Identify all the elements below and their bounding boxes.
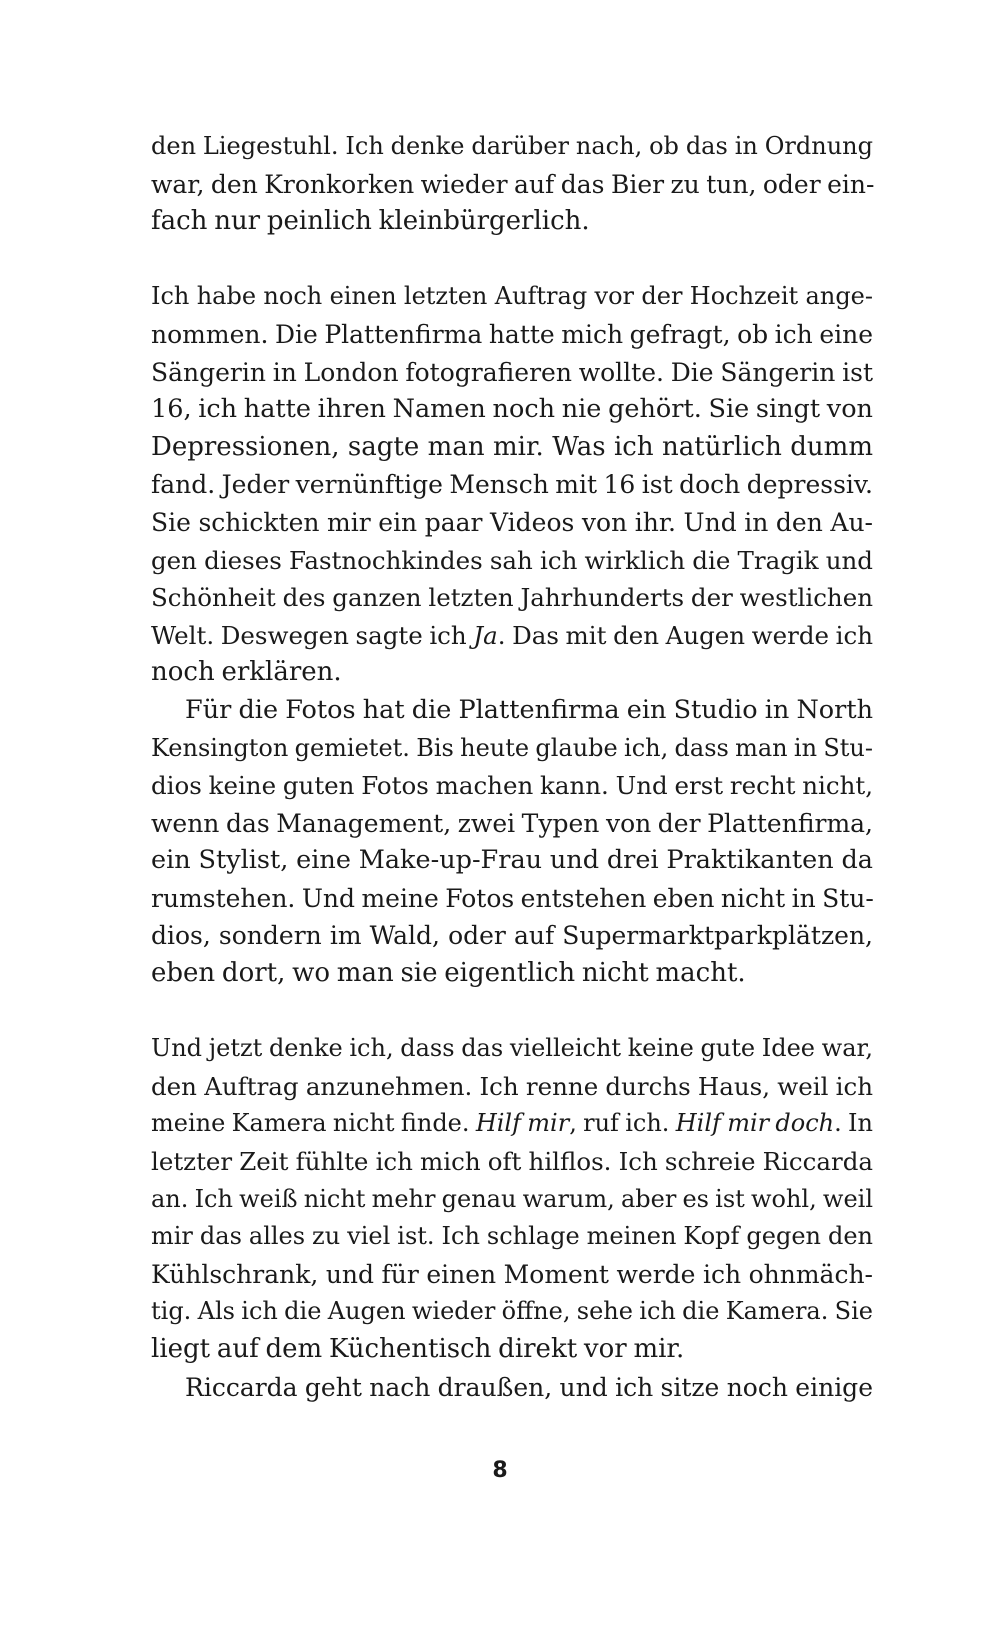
text-segment: Depressionen, sagte man mir. Was ich natürlich dumm bbox=[151, 431, 873, 462]
text-segment: den Liegestuhl. Ich denke darüber nach, ob das in Ordnung bbox=[151, 132, 873, 160]
text-segment: Für die Fotos hat die Plattenfirma ein Studio in North bbox=[185, 694, 873, 725]
text-segment: rumstehen. Und meine Fotos entstehen eben nicht in Stu- bbox=[151, 883, 874, 913]
text-line bbox=[151, 1369, 873, 1407]
text-line bbox=[151, 917, 873, 955]
text-line bbox=[151, 767, 873, 805]
text-segment: nommen. Die Plattenfirma hatte mich gefragt, ob ich eine bbox=[151, 319, 873, 349]
text-line bbox=[151, 1030, 873, 1068]
paragraph bbox=[151, 128, 873, 241]
text-segment: Und jetzt denke ich, dass das vielleicht keine gute Idee war, bbox=[151, 1034, 873, 1063]
text-segment: Ich habe noch einen letzten Auftrag vor der Hochzeit ange- bbox=[151, 282, 873, 311]
text-segment: letzter Zeit fühlte ich mich oft hilflos. Ich schreie Riccarda bbox=[151, 1147, 873, 1177]
text-line bbox=[151, 203, 873, 241]
text-line bbox=[151, 1068, 873, 1106]
text-segment: Kensington gemietet. Bis heute glaube ich, dass man in Stu- bbox=[151, 733, 873, 762]
text-segment: Welt. Deswegen sagte ich bbox=[151, 620, 474, 650]
text-line bbox=[151, 391, 873, 429]
text-segment: . In bbox=[834, 1109, 873, 1138]
text-segment: 16, ich hatte ihren Namen noch nie gehört. Sie singt von bbox=[151, 394, 873, 425]
paragraph bbox=[151, 1030, 873, 1368]
text-segment: meine Kamera nicht finde. bbox=[151, 1109, 476, 1138]
text-line bbox=[151, 1218, 873, 1256]
paragraph bbox=[151, 692, 873, 993]
text-segment: noch erklären. bbox=[151, 657, 342, 688]
text-line bbox=[151, 1331, 873, 1369]
text-segment: Sie schickten mir ein paar Videos von ihr. Und in den Au- bbox=[151, 507, 873, 537]
text-line bbox=[151, 504, 873, 542]
text-segment: tig. Als ich die Augen wieder öffne, sehe ich die Kamera. Sie bbox=[151, 1297, 873, 1326]
text-segment: dios, sondern im Wald, oder auf Supermarktparkplätzen, bbox=[151, 921, 873, 951]
text-segment: liegt auf dem Küchentisch direkt vor mir. bbox=[151, 1334, 685, 1364]
text-segment: Schönheit des ganzen letzten Jahrhunderts der westlichen bbox=[151, 583, 873, 613]
text-line bbox=[151, 692, 873, 730]
text-segment: mir das alles zu viel ist. Ich schlage meinen Kopf gegen den bbox=[151, 1222, 873, 1251]
text-segment: an. Ich weiß nicht mehr genau warum, aber es ist wohl, weil bbox=[151, 1184, 873, 1213]
text-segment: dios keine guten Fotos machen kann. Und erst recht nicht, bbox=[151, 771, 873, 801]
text-line bbox=[151, 1181, 873, 1219]
text-segment: gen dieses Fastnochkindes sah ich wirklich die Tragik und bbox=[151, 545, 873, 575]
text-line bbox=[151, 128, 873, 166]
text-line bbox=[151, 730, 873, 768]
emphasized-text: Hilf mir doch bbox=[675, 1109, 835, 1138]
text-segment: eben dort, wo man sie eigentlich nicht macht. bbox=[151, 958, 746, 989]
paragraph bbox=[151, 278, 873, 692]
text-segment: wenn das Management, zwei Typen von der Plattenfirma, bbox=[151, 808, 873, 838]
body-text bbox=[151, 128, 873, 1406]
text-line bbox=[151, 880, 873, 918]
text-line bbox=[151, 805, 873, 843]
text-line bbox=[151, 842, 873, 880]
text-line bbox=[151, 354, 873, 392]
text-segment: Kühlschrank, und für einen Moment werde ich ohnmäch- bbox=[151, 1259, 873, 1289]
text-segment: war, den Kronkorken wieder auf das Bier zu tun, oder ein- bbox=[151, 169, 875, 199]
page-number: 8 bbox=[492, 1458, 508, 1483]
text-segment: ein Stylist, eine Make-up-Frau und drei Praktikanten da bbox=[151, 845, 873, 876]
text-line bbox=[151, 654, 873, 692]
text-segment: Riccarda geht nach draußen, und ich sitze noch einige bbox=[185, 1372, 873, 1402]
emphasized-text: Hilf mir bbox=[475, 1109, 570, 1138]
text-segment: . Das mit den Augen werde ich bbox=[497, 620, 873, 650]
text-line bbox=[151, 1293, 873, 1331]
text-segment: , ruf ich. bbox=[569, 1109, 676, 1138]
text-line bbox=[151, 542, 873, 580]
text-line bbox=[151, 1143, 873, 1181]
text-line bbox=[151, 1256, 873, 1294]
text-line bbox=[151, 579, 873, 617]
text-line bbox=[151, 278, 873, 316]
text-segment: fach nur peinlich kleinbürgerlich. bbox=[151, 206, 590, 237]
text-line bbox=[151, 1105, 873, 1143]
text-line bbox=[151, 316, 873, 354]
paragraph-gap bbox=[151, 241, 873, 279]
text-line bbox=[151, 166, 873, 204]
paragraph-gap bbox=[151, 993, 873, 1031]
text-line bbox=[151, 466, 873, 504]
text-line bbox=[151, 955, 873, 993]
text-segment: Sängerin in London fotografieren wollte. Die Sängerin ist bbox=[151, 357, 873, 387]
text-segment: fand. Jeder vernünftige Mensch mit 16 ist doch depressiv. bbox=[151, 470, 873, 500]
text-line bbox=[151, 429, 873, 467]
text-line bbox=[151, 617, 873, 655]
text-segment: den Auftrag anzunehmen. Ich renne durchs Haus, weil ich bbox=[151, 1071, 873, 1101]
paragraph bbox=[151, 1369, 873, 1407]
emphasized-text: Ja bbox=[473, 620, 498, 650]
